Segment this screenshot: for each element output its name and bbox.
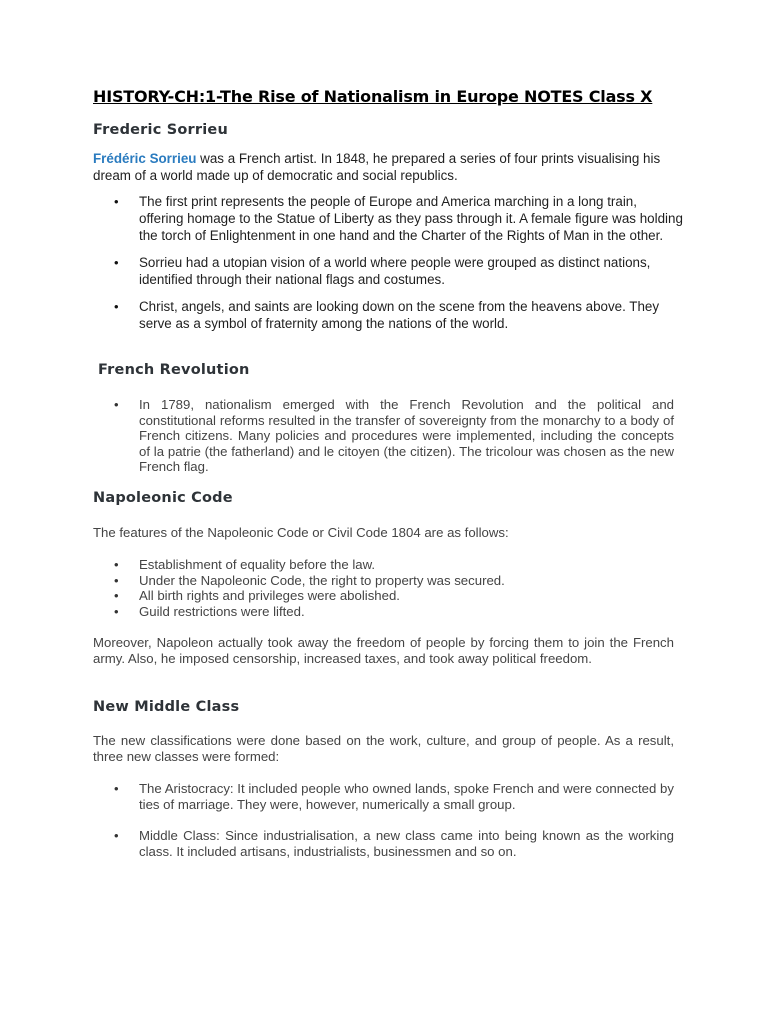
- list-item: • Guild restrictions were lifted.: [93, 604, 674, 620]
- napoleonic-intro: The features of the Napoleonic Code or Civil Code 1804 are as follows:: [93, 525, 509, 540]
- sorrieu-intro-text: was a French artist. In 1848, he prepared a series of four prints visualising his dream of a world made up of democratic and social republics.: [93, 151, 661, 183]
- list-item: • The first print represents the people of Europe and America marching in a long train, offering homage to the Statue of Liberty as they pass through it. A female figure was holding the torch of Enlightenment in one hand and the Charter of the Rights of Man in the other.: [93, 193, 683, 244]
- list-item: • The Aristocracy: It included people who owned lands, spoke French and were connected by ties of marriage. They were, however, numerically a small group.: [93, 781, 674, 812]
- document-title: HISTORY-CH:1-The Rise of Nationalism in Europe NOTES Class X: [93, 87, 653, 106]
- list-item: • Christ, angels, and saints are looking down on the scene from the heavens above. They serve as a symbol of fraternity among the nations of the world.: [93, 298, 683, 332]
- list-item: • All birth rights and privileges were abolished.: [93, 588, 674, 604]
- sorrieu-bullets: [93, 193, 683, 332]
- sorrieu-intro: [93, 150, 683, 184]
- heading-frederic-sorrieu: Frederic Sorrieu: [93, 122, 228, 138]
- heading-new-middle-class: New Middle Class: [93, 699, 240, 715]
- list-item: • In 1789, nationalism emerged with the French Revolution and the political and constitutional reforms resulted in the transfer of sovereignty from the monarchy to a body of French citizens. Many policies and procedures were implemented, including the concepts of la patrie (the fatherland) and le citoyen (the citizen). The tricolour was chosen as the new French flag.: [93, 397, 674, 475]
- napoleonic-outro: Moreover, Napoleon actually took away the freedom of people by forcing them to join the French army. Also, he imposed censorship, increased taxes, and took away political freedom.: [93, 635, 674, 666]
- middle-class-bullets: [93, 781, 674, 859]
- heading-napoleonic-code: Napoleonic Code: [93, 490, 233, 506]
- list-item: • Under the Napoleonic Code, the right to property was secured.: [93, 573, 674, 589]
- list-item: • Establishment of equality before the law.: [93, 557, 674, 573]
- napoleonic-bullets: [93, 557, 674, 619]
- list-item: • Sorrieu had a utopian vision of a world where people were grouped as distinct nations, identified through their national flags and costumes.: [93, 254, 683, 288]
- sorrieu-link[interactable]: Frédéric Sorrieu: [93, 151, 197, 166]
- revolution-bullets: [93, 397, 674, 475]
- heading-french-revolution: French Revolution: [98, 362, 250, 378]
- list-item: • Middle Class: Since industrialisation, a new class came into being known as the working class. It included artisans, industrialists, businessmen and so on.: [93, 828, 674, 859]
- middle-class-intro: The new classifications were done based on the work, culture, and group of people. As a result, three new classes were formed:: [93, 733, 674, 764]
